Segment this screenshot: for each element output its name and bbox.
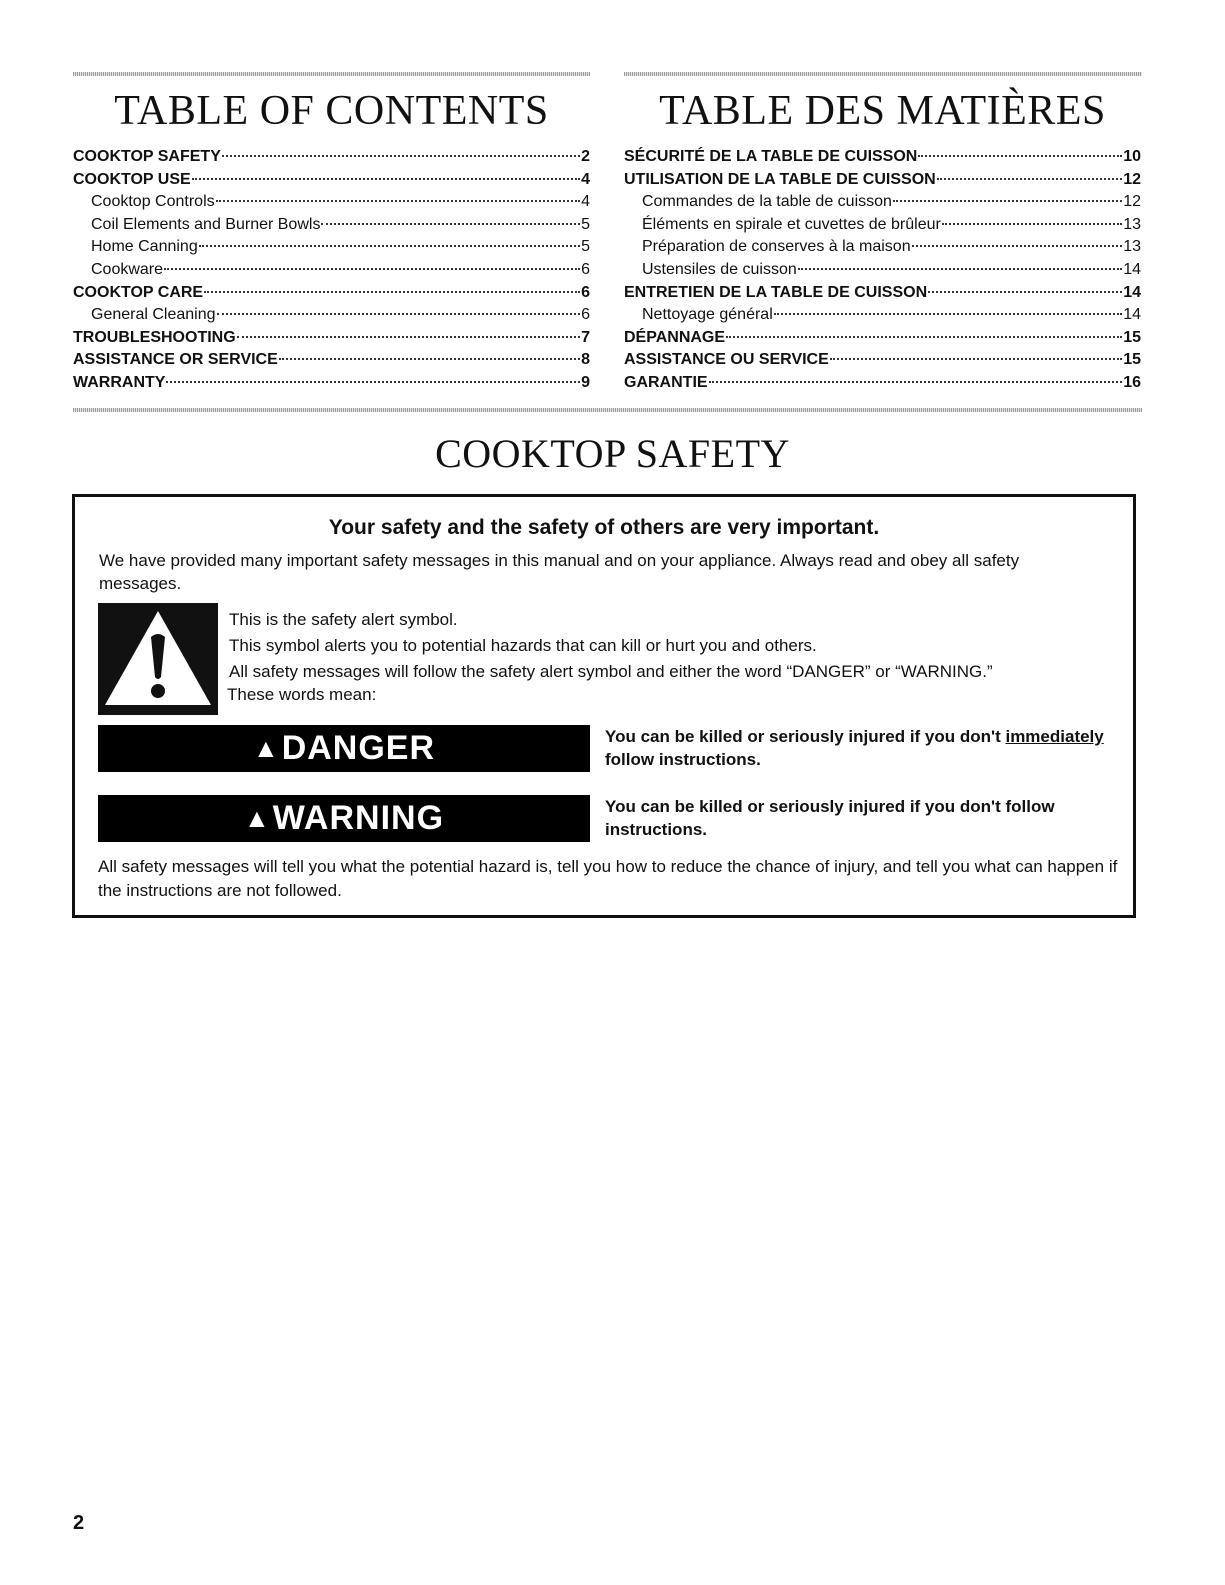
toc-entry-label: ASSISTANCE OR SERVICE <box>73 351 278 369</box>
toc-leader-dots <box>928 291 1122 293</box>
alert-line: This symbol alerts you to potential hazards that can kill or hurt you and others. <box>229 636 817 655</box>
alert-explanation <box>229 607 993 708</box>
toc-english <box>73 74 590 395</box>
toc-leader-dots <box>192 178 580 180</box>
toc-entry-page: 4 <box>581 170 590 188</box>
toc-leader-dots <box>166 381 580 383</box>
toc-entry <box>624 236 1141 259</box>
toc-entry-page: 14 <box>1123 260 1141 278</box>
danger-text-after: follow instructions. <box>605 750 761 769</box>
toc-entry <box>73 304 590 327</box>
toc-entry-page: 5 <box>581 238 590 256</box>
toc-entry-label: SÉCURITÉ DE LA TABLE DE CUISSON <box>624 148 918 165</box>
toc-entry-label: ASSISTANCE OU SERVICE <box>624 351 829 369</box>
safety-alert-triangle-svg <box>98 603 218 715</box>
toc-entry-label: Préparation de conserves à la maison <box>642 238 911 256</box>
toc-entry-page: 6 <box>581 283 590 301</box>
warning-description: You can be killed or seriously injured if you don't follow instructions. <box>605 797 1055 839</box>
toc-entry <box>624 327 1141 350</box>
toc-entry-label: Coil Elements and Burner Bowls <box>91 215 321 233</box>
safety-intro: We have provided many important safety messages in this manual and on your appliance. Always read and obey all safety messages. <box>99 551 1020 593</box>
toc-leader-dots <box>709 381 1123 383</box>
safety-heading: Your safety and the safety of others are very important. <box>328 516 880 539</box>
toc-leader-dots <box>918 155 1122 157</box>
toc-entry <box>73 191 590 214</box>
page-number: 2 <box>73 1512 85 1534</box>
toc-leader-dots <box>216 200 580 202</box>
toc-entry <box>624 169 1141 192</box>
toc-leader-dots <box>774 313 1122 315</box>
toc-entry-page: 12 <box>1123 170 1141 188</box>
toc-entry <box>624 282 1141 305</box>
toc-leader-dots <box>217 313 581 315</box>
warning-signal-bar <box>98 795 590 842</box>
toc-entry-page: 5 <box>581 215 590 233</box>
toc-list-french <box>624 146 1141 395</box>
toc-entry <box>73 214 590 237</box>
toc-entry <box>624 349 1141 372</box>
toc-entry-label: Cookware <box>91 260 164 278</box>
toc-leader-dots <box>912 245 1123 247</box>
safety-alert-triangle-icon <box>98 603 218 715</box>
toc-entry <box>624 372 1141 395</box>
alert-line: This is the safety alert symbol. <box>229 610 458 629</box>
toc-leader-dots <box>937 178 1123 180</box>
toc-entry-label: ENTRETIEN DE LA TABLE DE CUISSON <box>624 283 928 301</box>
toc-entry <box>73 259 590 282</box>
toc-entry <box>73 146 590 169</box>
toc-leader-dots <box>164 268 580 270</box>
toc-entry-page: 12 <box>1123 193 1141 211</box>
toc-entry <box>73 372 590 395</box>
toc-entry <box>73 282 590 305</box>
warning-triangle-icon: ▲ <box>243 803 271 833</box>
safety-box <box>72 494 1136 918</box>
toc-entry-page: 8 <box>581 351 590 369</box>
toc-entry-label: GARANTIE <box>624 373 708 391</box>
toc-leader-dots <box>279 358 580 360</box>
toc-entry-label: Éléments en spirale et cuvettes de brûleur <box>642 215 941 233</box>
toc-entry <box>73 169 590 192</box>
toc-entry-label: UTILISATION DE LA TABLE DE CUISSON <box>624 170 936 188</box>
safety-closing: All safety messages will tell you what the potential hazard is, tell you how to reduce the chance of injury, and tell you what can happen if the instructions are not followed. <box>98 857 1118 900</box>
toc-french <box>624 74 1141 395</box>
toc-list-english <box>73 146 590 395</box>
toc-entry-label: COOKTOP SAFETY <box>73 148 221 165</box>
toc-entry-page: 16 <box>1123 373 1141 391</box>
toc-leader-dots <box>199 245 580 247</box>
section-title: COOKTOP SAFETY <box>435 431 790 476</box>
toc-leader-dots <box>893 200 1122 202</box>
toc-leader-dots <box>222 155 580 157</box>
toc-entry <box>624 259 1141 282</box>
danger-label: DANGER <box>281 729 436 767</box>
toc-leader-dots <box>204 291 580 293</box>
toc-leader-dots <box>830 358 1122 360</box>
toc-entry-page: 4 <box>581 193 590 211</box>
toc-entry-page: 15 <box>1123 328 1141 346</box>
toc-bottom-rule <box>73 408 1142 412</box>
toc-entry-label: Home Canning <box>91 238 198 256</box>
toc-entry-page: 7 <box>581 328 590 346</box>
danger-signal-bar <box>98 725 590 772</box>
warning-triangle-icon: ▲ <box>252 733 280 763</box>
toc-entry-page: 10 <box>1123 148 1141 165</box>
toc-entry <box>624 191 1141 214</box>
toc-entry-page: 6 <box>581 306 590 324</box>
toc-entry-page: 6 <box>581 260 590 278</box>
toc-entry <box>73 349 590 372</box>
toc-entry <box>624 304 1141 327</box>
toc-entry-page: 14 <box>1123 306 1141 324</box>
danger-text-before: You can be killed or seriously injured if you don't <box>605 727 1006 746</box>
toc-entry-label: Commandes de la table de cuisson <box>642 193 892 211</box>
toc-leader-dots <box>798 268 1122 270</box>
toc-leader-dots <box>942 223 1122 225</box>
warning-label: WARNING <box>272 799 445 837</box>
alert-line: All safety messages will follow the safety alert symbol and either the word “DANGER” or “WARNING.” <box>229 662 993 681</box>
toc-entry <box>624 146 1141 169</box>
toc-entry-label: Ustensiles de cuisson <box>642 260 797 278</box>
toc-entry-page: 9 <box>581 373 590 391</box>
toc-entry-page: 13 <box>1123 238 1141 256</box>
toc-entry-page: 2 <box>581 148 590 165</box>
toc-title-english: TABLE OF CONTENTS <box>114 88 549 134</box>
toc-entry-label: COOKTOP USE <box>73 170 191 188</box>
toc-leader-dots <box>321 223 580 225</box>
toc-leader-dots <box>237 336 580 338</box>
toc-entry-label: Nettoyage général <box>642 306 773 324</box>
toc-entry-label: TROUBLESHOOTING <box>73 328 236 346</box>
toc-entry-label: WARRANTY <box>73 373 166 391</box>
toc-entry <box>73 327 590 350</box>
toc-entry-label: DÉPANNAGE <box>624 328 726 346</box>
alert-line: These words mean: <box>227 685 377 704</box>
toc-entry-label: Cooktop Controls <box>91 193 215 211</box>
toc-entry-page: 15 <box>1123 351 1141 369</box>
toc-entry <box>73 236 590 259</box>
toc-entry <box>624 214 1141 237</box>
toc-leader-dots <box>726 336 1122 338</box>
danger-description <box>605 725 1130 771</box>
danger-text-emphasis: immediately <box>1005 727 1104 746</box>
toc-entry-page: 13 <box>1123 215 1141 233</box>
toc-title-french: TABLE DES MATIÈRES <box>659 88 1106 134</box>
toc-entry-label: COOKTOP CARE <box>73 283 204 301</box>
toc-entry-page: 14 <box>1123 283 1141 301</box>
toc-entry-label: General Cleaning <box>91 306 216 324</box>
